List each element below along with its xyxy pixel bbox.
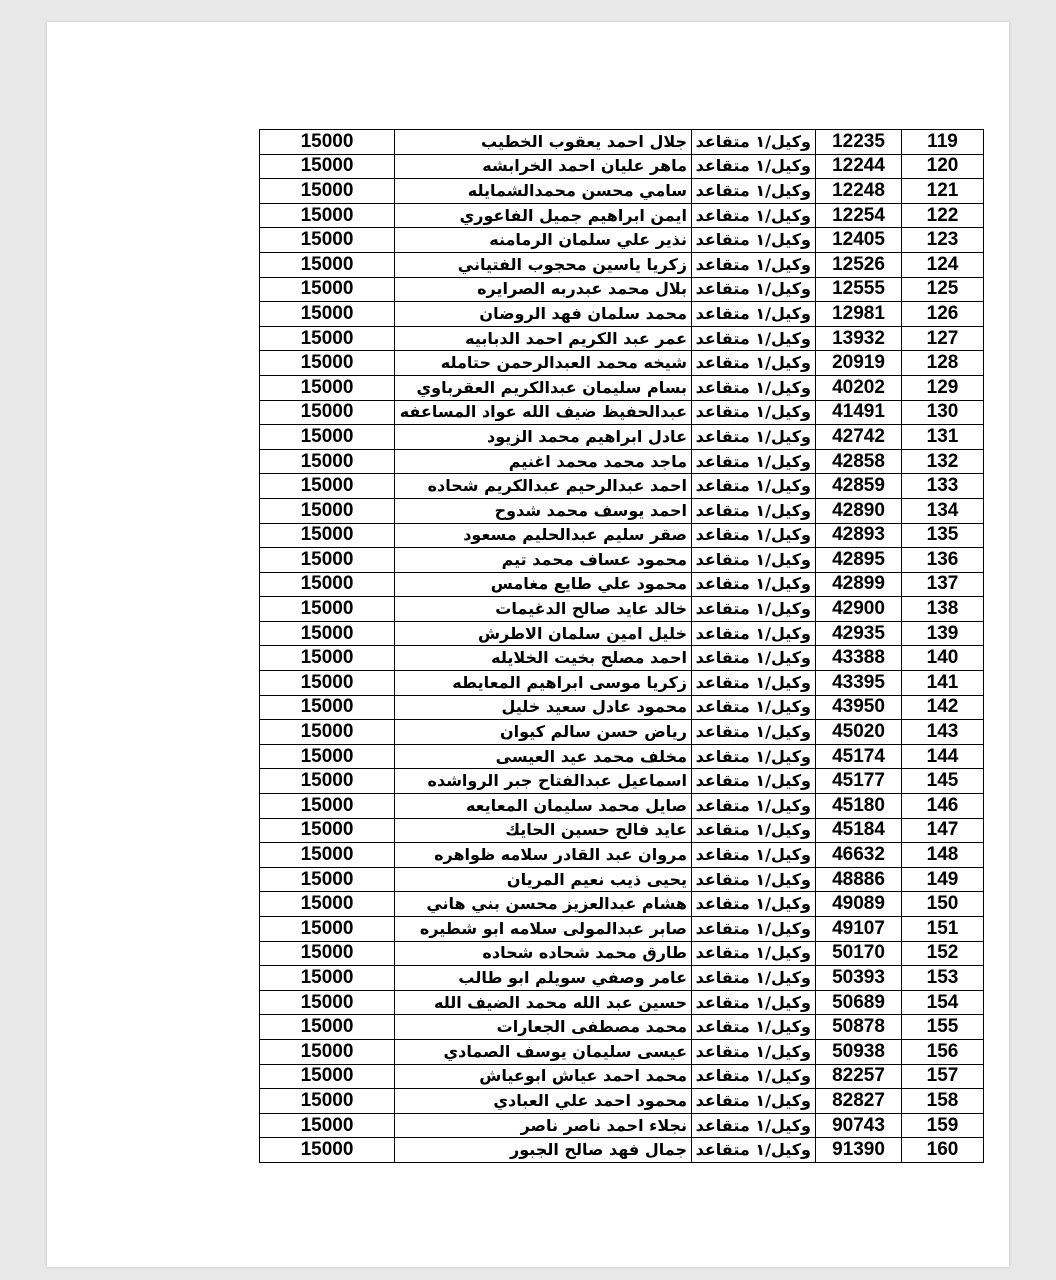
table-row [260, 695, 984, 720]
table-row [260, 449, 984, 474]
military-number: 45180 [816, 794, 902, 819]
full-name: خالد عايد صالح الدغيمات [395, 597, 692, 622]
full-name: عايد فالح حسين الحايك [395, 818, 692, 843]
table-row [260, 1089, 984, 1114]
rank-cell: وكيل/١ متقاعد [692, 203, 816, 228]
rank-cell: وكيل/١ متقاعد [692, 1039, 816, 1064]
row-number: 136 [902, 548, 984, 573]
row-number: 157 [902, 1064, 984, 1089]
amount: 15000 [260, 597, 395, 622]
row-number: 123 [902, 228, 984, 253]
rank-cell: وكيل/١ متقاعد [692, 375, 816, 400]
military-number: 42895 [816, 548, 902, 573]
table-row [260, 425, 984, 450]
rank-cell: وكيل/١ متقاعد [692, 966, 816, 991]
row-number: 146 [902, 794, 984, 819]
table-row [260, 720, 984, 745]
military-number: 13932 [816, 326, 902, 351]
table-row [260, 154, 984, 179]
full-name: طارق محمد شحاده شحاده [395, 941, 692, 966]
military-number: 12526 [816, 252, 902, 277]
full-name: نجلاء احمد ناصر ناصر [395, 1113, 692, 1138]
military-number: 12248 [816, 179, 902, 204]
table-body [260, 130, 984, 1163]
row-number: 140 [902, 646, 984, 671]
full-name: ماجد محمد محمد اغنيم [395, 449, 692, 474]
table-row [260, 843, 984, 868]
amount: 15000 [260, 1113, 395, 1138]
row-number: 122 [902, 203, 984, 228]
full-name: احمد يوسف محمد شدوح [395, 498, 692, 523]
row-number: 155 [902, 1015, 984, 1040]
amount: 15000 [260, 203, 395, 228]
amount: 15000 [260, 892, 395, 917]
military-number: 50689 [816, 990, 902, 1015]
amount: 15000 [260, 548, 395, 573]
military-number: 91390 [816, 1138, 902, 1163]
full-name: خليل امين سلمان الاطرش [395, 621, 692, 646]
military-number: 42935 [816, 621, 902, 646]
amount: 15000 [260, 695, 395, 720]
table-row [260, 1064, 984, 1089]
row-number: 119 [902, 130, 984, 155]
full-name: محمود عادل سعيد خليل [395, 695, 692, 720]
full-name: عامر وصفي سويلم ابو طالب [395, 966, 692, 991]
table-row [260, 818, 984, 843]
table-row [260, 671, 984, 696]
amount: 15000 [260, 572, 395, 597]
military-number: 42859 [816, 474, 902, 499]
amount: 15000 [260, 917, 395, 942]
table-row [260, 252, 984, 277]
rank-cell: وكيل/١ متقاعد [692, 794, 816, 819]
table-row [260, 400, 984, 425]
rank-cell: وكيل/١ متقاعد [692, 228, 816, 253]
row-number: 132 [902, 449, 984, 474]
personnel-table [259, 129, 984, 1163]
rank-cell: وكيل/١ متقاعد [692, 744, 816, 769]
full-name: صايل محمد سليمان المعايعه [395, 794, 692, 819]
rank-cell: وكيل/١ متقاعد [692, 990, 816, 1015]
table-row [260, 572, 984, 597]
table-row [260, 769, 984, 794]
amount: 15000 [260, 130, 395, 155]
table-row [260, 621, 984, 646]
full-name: محمود علي طايع مغامس [395, 572, 692, 597]
full-name: بلال محمد عبدربه الصرايره [395, 277, 692, 302]
military-number: 20919 [816, 351, 902, 376]
amount: 15000 [260, 720, 395, 745]
table-row [260, 523, 984, 548]
military-number: 46632 [816, 843, 902, 868]
rank-cell: وكيل/١ متقاعد [692, 769, 816, 794]
amount: 15000 [260, 252, 395, 277]
table-row [260, 597, 984, 622]
row-number: 133 [902, 474, 984, 499]
military-number: 43388 [816, 646, 902, 671]
military-number: 45020 [816, 720, 902, 745]
rank-cell: وكيل/١ متقاعد [692, 498, 816, 523]
rank-cell: وكيل/١ متقاعد [692, 572, 816, 597]
rank-cell: وكيل/١ متقاعد [692, 449, 816, 474]
amount: 15000 [260, 646, 395, 671]
amount: 15000 [260, 843, 395, 868]
full-name: جلال احمد يعقوب الخطيب [395, 130, 692, 155]
rank-cell: وكيل/١ متقاعد [692, 1015, 816, 1040]
rank-cell: وكيل/١ متقاعد [692, 892, 816, 917]
rank-cell: وكيل/١ متقاعد [692, 720, 816, 745]
rank-cell: وكيل/١ متقاعد [692, 671, 816, 696]
row-number: 130 [902, 400, 984, 425]
rank-cell: وكيل/١ متقاعد [692, 425, 816, 450]
full-name: ايمن ابراهيم جميل الفاعوري [395, 203, 692, 228]
table-row [260, 744, 984, 769]
military-number: 42899 [816, 572, 902, 597]
row-number: 139 [902, 621, 984, 646]
row-number: 156 [902, 1039, 984, 1064]
rank-cell: وكيل/١ متقاعد [692, 252, 816, 277]
row-number: 126 [902, 302, 984, 327]
rank-cell: وكيل/١ متقاعد [692, 867, 816, 892]
full-name: سامي محسن محمدالشمايله [395, 179, 692, 204]
table-row [260, 1039, 984, 1064]
full-name: محمود عساف محمد تيم [395, 548, 692, 573]
table-row [260, 646, 984, 671]
full-name: عادل ابراهيم محمد الزيود [395, 425, 692, 450]
table-row [260, 990, 984, 1015]
table-row [260, 277, 984, 302]
table-row [260, 474, 984, 499]
full-name: عمر عبد الكريم احمد الدبابيه [395, 326, 692, 351]
military-number: 49089 [816, 892, 902, 917]
full-name: شيخه محمد العبدالرحمن حتامله [395, 351, 692, 376]
row-number: 149 [902, 867, 984, 892]
full-name: محمود احمد علي العبادي [395, 1089, 692, 1114]
full-name: عيسى سليمان يوسف الصمادي [395, 1039, 692, 1064]
military-number: 41491 [816, 400, 902, 425]
row-number: 138 [902, 597, 984, 622]
amount: 15000 [260, 277, 395, 302]
military-number: 12405 [816, 228, 902, 253]
military-number: 48886 [816, 867, 902, 892]
amount: 15000 [260, 326, 395, 351]
table-row [260, 892, 984, 917]
full-name: ماهر عليان احمد الخرابشه [395, 154, 692, 179]
row-number: 141 [902, 671, 984, 696]
row-number: 152 [902, 941, 984, 966]
amount: 15000 [260, 990, 395, 1015]
rank-cell: وكيل/١ متقاعد [692, 1113, 816, 1138]
amount: 15000 [260, 1138, 395, 1163]
rank-cell: وكيل/١ متقاعد [692, 179, 816, 204]
rank-cell: وكيل/١ متقاعد [692, 130, 816, 155]
row-number: 151 [902, 917, 984, 942]
rank-cell: وكيل/١ متقاعد [692, 621, 816, 646]
table-row [260, 1138, 984, 1163]
amount: 15000 [260, 351, 395, 376]
full-name: زكريا ياسين محجوب الفتياني [395, 252, 692, 277]
amount: 15000 [260, 498, 395, 523]
amount: 15000 [260, 941, 395, 966]
row-number: 160 [902, 1138, 984, 1163]
document-page [47, 22, 1009, 1267]
rank-cell: وكيل/١ متقاعد [692, 277, 816, 302]
amount: 15000 [260, 179, 395, 204]
amount: 15000 [260, 400, 395, 425]
row-number: 120 [902, 154, 984, 179]
amount: 15000 [260, 1039, 395, 1064]
table-row [260, 228, 984, 253]
row-number: 145 [902, 769, 984, 794]
amount: 15000 [260, 769, 395, 794]
full-name: بسام سليمان عبدالكريم العقرباوي [395, 375, 692, 400]
table-row [260, 1015, 984, 1040]
military-number: 12244 [816, 154, 902, 179]
amount: 15000 [260, 1089, 395, 1114]
rank-cell: وكيل/١ متقاعد [692, 843, 816, 868]
rank-cell: وكيل/١ متقاعد [692, 302, 816, 327]
amount: 15000 [260, 621, 395, 646]
full-name: محمد مصطفى الجعارات [395, 1015, 692, 1040]
table-row [260, 498, 984, 523]
full-name: اسماعيل عبدالفتاح جبر الرواشده [395, 769, 692, 794]
full-name: مخلف محمد عيد العيسى [395, 744, 692, 769]
amount: 15000 [260, 818, 395, 843]
full-name: محمد احمد عياش ابوعياش [395, 1064, 692, 1089]
row-number: 143 [902, 720, 984, 745]
military-number: 12555 [816, 277, 902, 302]
row-number: 124 [902, 252, 984, 277]
table-row [260, 203, 984, 228]
military-number: 50393 [816, 966, 902, 991]
military-number: 42893 [816, 523, 902, 548]
military-number: 50878 [816, 1015, 902, 1040]
row-number: 154 [902, 990, 984, 1015]
table-row [260, 130, 984, 155]
amount: 15000 [260, 375, 395, 400]
amount: 15000 [260, 966, 395, 991]
military-number: 42890 [816, 498, 902, 523]
full-name: حسين عبد الله محمد الضيف الله [395, 990, 692, 1015]
row-number: 135 [902, 523, 984, 548]
row-number: 142 [902, 695, 984, 720]
row-number: 144 [902, 744, 984, 769]
full-name: نذير علي سلمان الرمامنه [395, 228, 692, 253]
rank-cell: وكيل/١ متقاعد [692, 695, 816, 720]
military-number: 43950 [816, 695, 902, 720]
rank-cell: وكيل/١ متقاعد [692, 917, 816, 942]
amount: 15000 [260, 523, 395, 548]
military-number: 40202 [816, 375, 902, 400]
military-number: 49107 [816, 917, 902, 942]
rank-cell: وكيل/١ متقاعد [692, 474, 816, 499]
rank-cell: وكيل/١ متقاعد [692, 1089, 816, 1114]
table-row [260, 375, 984, 400]
amount: 15000 [260, 228, 395, 253]
military-number: 42742 [816, 425, 902, 450]
row-number: 129 [902, 375, 984, 400]
full-name: رياض حسن سالم كيوان [395, 720, 692, 745]
rank-cell: وكيل/١ متقاعد [692, 597, 816, 622]
rank-cell: وكيل/١ متقاعد [692, 154, 816, 179]
table-row [260, 917, 984, 942]
table-row [260, 794, 984, 819]
row-number: 125 [902, 277, 984, 302]
full-name: صقر سليم عبدالحليم مسعود [395, 523, 692, 548]
row-number: 148 [902, 843, 984, 868]
military-number: 45177 [816, 769, 902, 794]
row-number: 134 [902, 498, 984, 523]
amount: 15000 [260, 474, 395, 499]
table-row [260, 1113, 984, 1138]
row-number: 131 [902, 425, 984, 450]
row-number: 150 [902, 892, 984, 917]
table-row [260, 548, 984, 573]
full-name: احمد عبدالرحيم عبدالكريم شحاده [395, 474, 692, 499]
rank-cell: وكيل/١ متقاعد [692, 646, 816, 671]
full-name: عبدالحفيظ ضيف الله عواد المساعفه [395, 400, 692, 425]
military-number: 50938 [816, 1039, 902, 1064]
row-number: 137 [902, 572, 984, 597]
table-row [260, 302, 984, 327]
full-name: جمال فهد صالح الجبور [395, 1138, 692, 1163]
amount: 15000 [260, 425, 395, 450]
military-number: 42858 [816, 449, 902, 474]
amount: 15000 [260, 302, 395, 327]
military-number: 42900 [816, 597, 902, 622]
table-row [260, 179, 984, 204]
table-row [260, 326, 984, 351]
full-name: مروان عبد القادر سلامه ظواهره [395, 843, 692, 868]
military-number: 12981 [816, 302, 902, 327]
military-number: 82827 [816, 1089, 902, 1114]
rank-cell: وكيل/١ متقاعد [692, 1138, 816, 1163]
rank-cell: وكيل/١ متقاعد [692, 1064, 816, 1089]
row-number: 153 [902, 966, 984, 991]
full-name: زكريا موسى ابراهيم المعايطه [395, 671, 692, 696]
military-number: 82257 [816, 1064, 902, 1089]
military-number: 45184 [816, 818, 902, 843]
row-number: 158 [902, 1089, 984, 1114]
amount: 15000 [260, 1015, 395, 1040]
amount: 15000 [260, 449, 395, 474]
table-row [260, 351, 984, 376]
amount: 15000 [260, 671, 395, 696]
table-row [260, 966, 984, 991]
row-number: 147 [902, 818, 984, 843]
military-number: 12235 [816, 130, 902, 155]
full-name: هشام عبدالعزيز محسن بني هاني [395, 892, 692, 917]
military-number: 12254 [816, 203, 902, 228]
table-row [260, 867, 984, 892]
military-number: 43395 [816, 671, 902, 696]
amount: 15000 [260, 1064, 395, 1089]
rank-cell: وكيل/١ متقاعد [692, 523, 816, 548]
rank-cell: وكيل/١ متقاعد [692, 400, 816, 425]
table-row [260, 941, 984, 966]
full-name: صابر عبدالمولى سلامه ابو شطيره [395, 917, 692, 942]
amount: 15000 [260, 867, 395, 892]
row-number: 127 [902, 326, 984, 351]
amount: 15000 [260, 154, 395, 179]
amount: 15000 [260, 794, 395, 819]
amount: 15000 [260, 744, 395, 769]
full-name: محمد سلمان فهد الروضان [395, 302, 692, 327]
military-number: 90743 [816, 1113, 902, 1138]
full-name: احمد مصلح بخيت الخلايله [395, 646, 692, 671]
military-number: 45174 [816, 744, 902, 769]
rank-cell: وكيل/١ متقاعد [692, 326, 816, 351]
rank-cell: وكيل/١ متقاعد [692, 818, 816, 843]
rank-cell: وكيل/١ متقاعد [692, 351, 816, 376]
row-number: 159 [902, 1113, 984, 1138]
rank-cell: وكيل/١ متقاعد [692, 941, 816, 966]
full-name: يحيى ذيب نعيم المريان [395, 867, 692, 892]
row-number: 121 [902, 179, 984, 204]
military-number: 50170 [816, 941, 902, 966]
row-number: 128 [902, 351, 984, 376]
rank-cell: وكيل/١ متقاعد [692, 548, 816, 573]
